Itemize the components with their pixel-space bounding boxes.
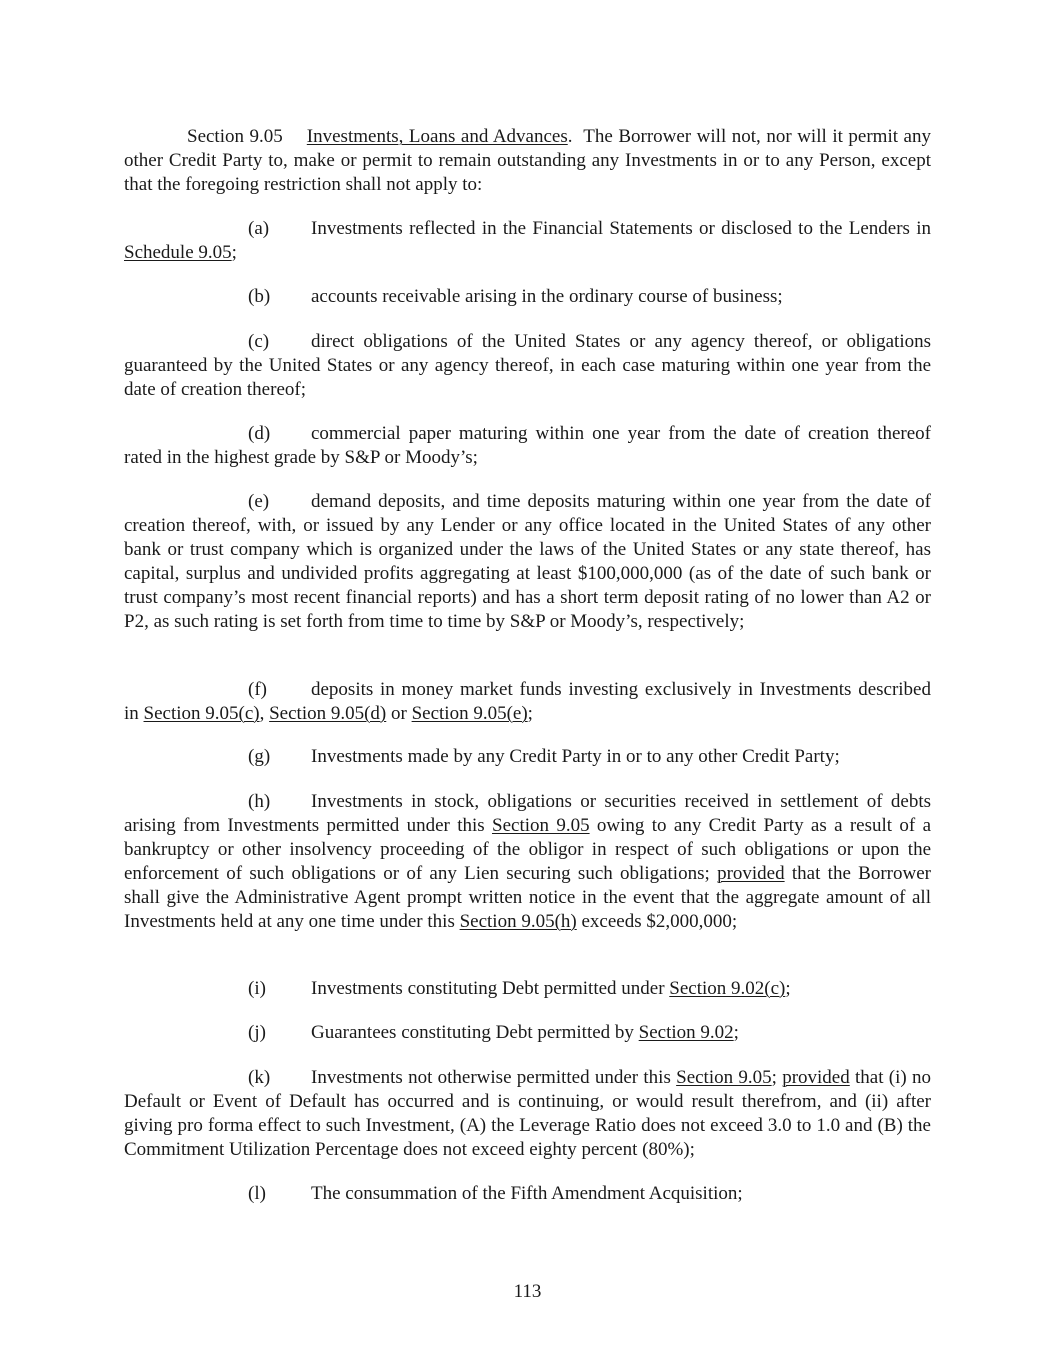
clause-label: (a) xyxy=(248,218,270,239)
clause-label: (d) xyxy=(248,423,271,444)
cross-reference: Section 9.05(c) xyxy=(143,703,260,724)
clause-label: (l) xyxy=(248,1183,266,1204)
clause-j: (j) Guarantees constituting Debt permitted by Section 9.02; xyxy=(248,1022,739,1043)
section-number: Section 9.05 xyxy=(187,126,283,147)
clause-label: (i) xyxy=(248,978,266,999)
cross-reference: Section 9.02(c) xyxy=(669,978,786,999)
proviso-term: provided xyxy=(717,863,785,884)
cross-reference: Section 9.05 xyxy=(676,1067,772,1088)
clause-label: (h) xyxy=(248,791,271,812)
clause-label: (e) xyxy=(248,491,270,512)
section-intro-paragraph: Section 9.05 Investments, Loans and Advances. The Borrower will not, nor will it permit any other Credit Party to, make or permit to remain outstanding any Investments in or to any Person, except that the foregoing restriction shall not apply to: xyxy=(124,126,931,195)
clause-i: (i) Investments constituting Debt permitted under Section 9.02(c); xyxy=(248,978,791,999)
clause-label: (f) xyxy=(248,679,267,700)
cross-reference: Section 9.02 xyxy=(638,1022,734,1043)
cross-reference: Section 9.05 xyxy=(492,815,590,836)
cross-reference: Section 9.05(h) xyxy=(459,911,577,932)
clause-a: (a) Investments reflected in the Financial Statements or disclosed to the Lenders in Schedule 9.05; xyxy=(124,218,931,263)
clause-label: (j) xyxy=(248,1022,266,1043)
clause-c: (c) direct obligations of the United States or any agency thereof, or obligations guaranteed by the United States or any agency thereof, in each case maturing within one year from the date of creation thereof; xyxy=(124,331,931,400)
section-intro-text: The Borrower will not, nor will it permit any other Credit Party to, make or permit to remain outstanding any Investments in or to any Person, except that the foregoing restriction shall not apply to: xyxy=(124,126,931,195)
cross-reference: Schedule 9.05 xyxy=(124,242,232,263)
clause-b: (b) accounts receivable arising in the ordinary course of business; xyxy=(248,286,783,307)
clause-h: (h) Investments in stock, obligations or securities received in settlement of debts arising from Investments permitted under this Section 9.05 owing to any Credit Party as a result of a bankruptcy or other insolvency proceeding of the obligor in respect of such obligations or upon the enforcement of such obligations or of any Lien securing such obligations; provided that the Borrower shall give the Administrative Agent prompt written notice in the event that the aggregate amount of all Investments held at any one time under this Section 9.05(h) exceeds $2,000,000; xyxy=(124,791,931,932)
clause-k: (k) Investments not otherwise permitted under this Section 9.05; provided that (i) no Default or Event of Default has occurred and is continuing, or would result therefrom, and (ii) after giving pro forma effect to such Investment, (A) the Leverage Ratio does not exceed 3.0 to 1.0 and (B) the Commitment Utilization Percentage does not exceed eighty percent (80%); xyxy=(124,1067,931,1160)
section-title: Investments, Loans and Advances xyxy=(306,126,568,147)
cross-reference: Section 9.05(e) xyxy=(411,703,528,724)
clause-e: (e) demand deposits, and time deposits maturing within one year from the date of creation thereof, with, or issued by any Lender or any office located in the United States of any other bank or trust company which is organized under the laws of the United States or any state thereof, has capital, surplus and undivided profits aggregating at least $100,000,000 (as of the date of such bank or trust company’s most recent financial reports) and has a short term deposit rating of no lower than A2 or P2, as such rating is set forth from time to time by S&P or Moody’s, respectively; xyxy=(124,491,931,632)
clause-label: (b) xyxy=(248,286,271,307)
clause-label: (g) xyxy=(248,746,271,767)
clause-f: (f) deposits in money market funds investing exclusively in Investments described in Section 9.05(c), Section 9.05(d) or Section 9.05(e); xyxy=(124,679,931,724)
clause-g: (g) Investments made by any Credit Party in or to any other Credit Party; xyxy=(248,746,840,767)
clause-label: (c) xyxy=(248,331,270,352)
page-number: 113 xyxy=(513,1281,542,1302)
proviso-term: provided xyxy=(782,1067,850,1088)
clause-label: (k) xyxy=(248,1067,271,1088)
clause-d: (d) commercial paper maturing within one year from the date of creation thereof rated in the highest grade by S&P or Moody’s; xyxy=(124,423,931,468)
clause-l: (l) The consummation of the Fifth Amendment Acquisition; xyxy=(248,1183,743,1204)
cross-reference: Section 9.05(d) xyxy=(269,703,387,724)
